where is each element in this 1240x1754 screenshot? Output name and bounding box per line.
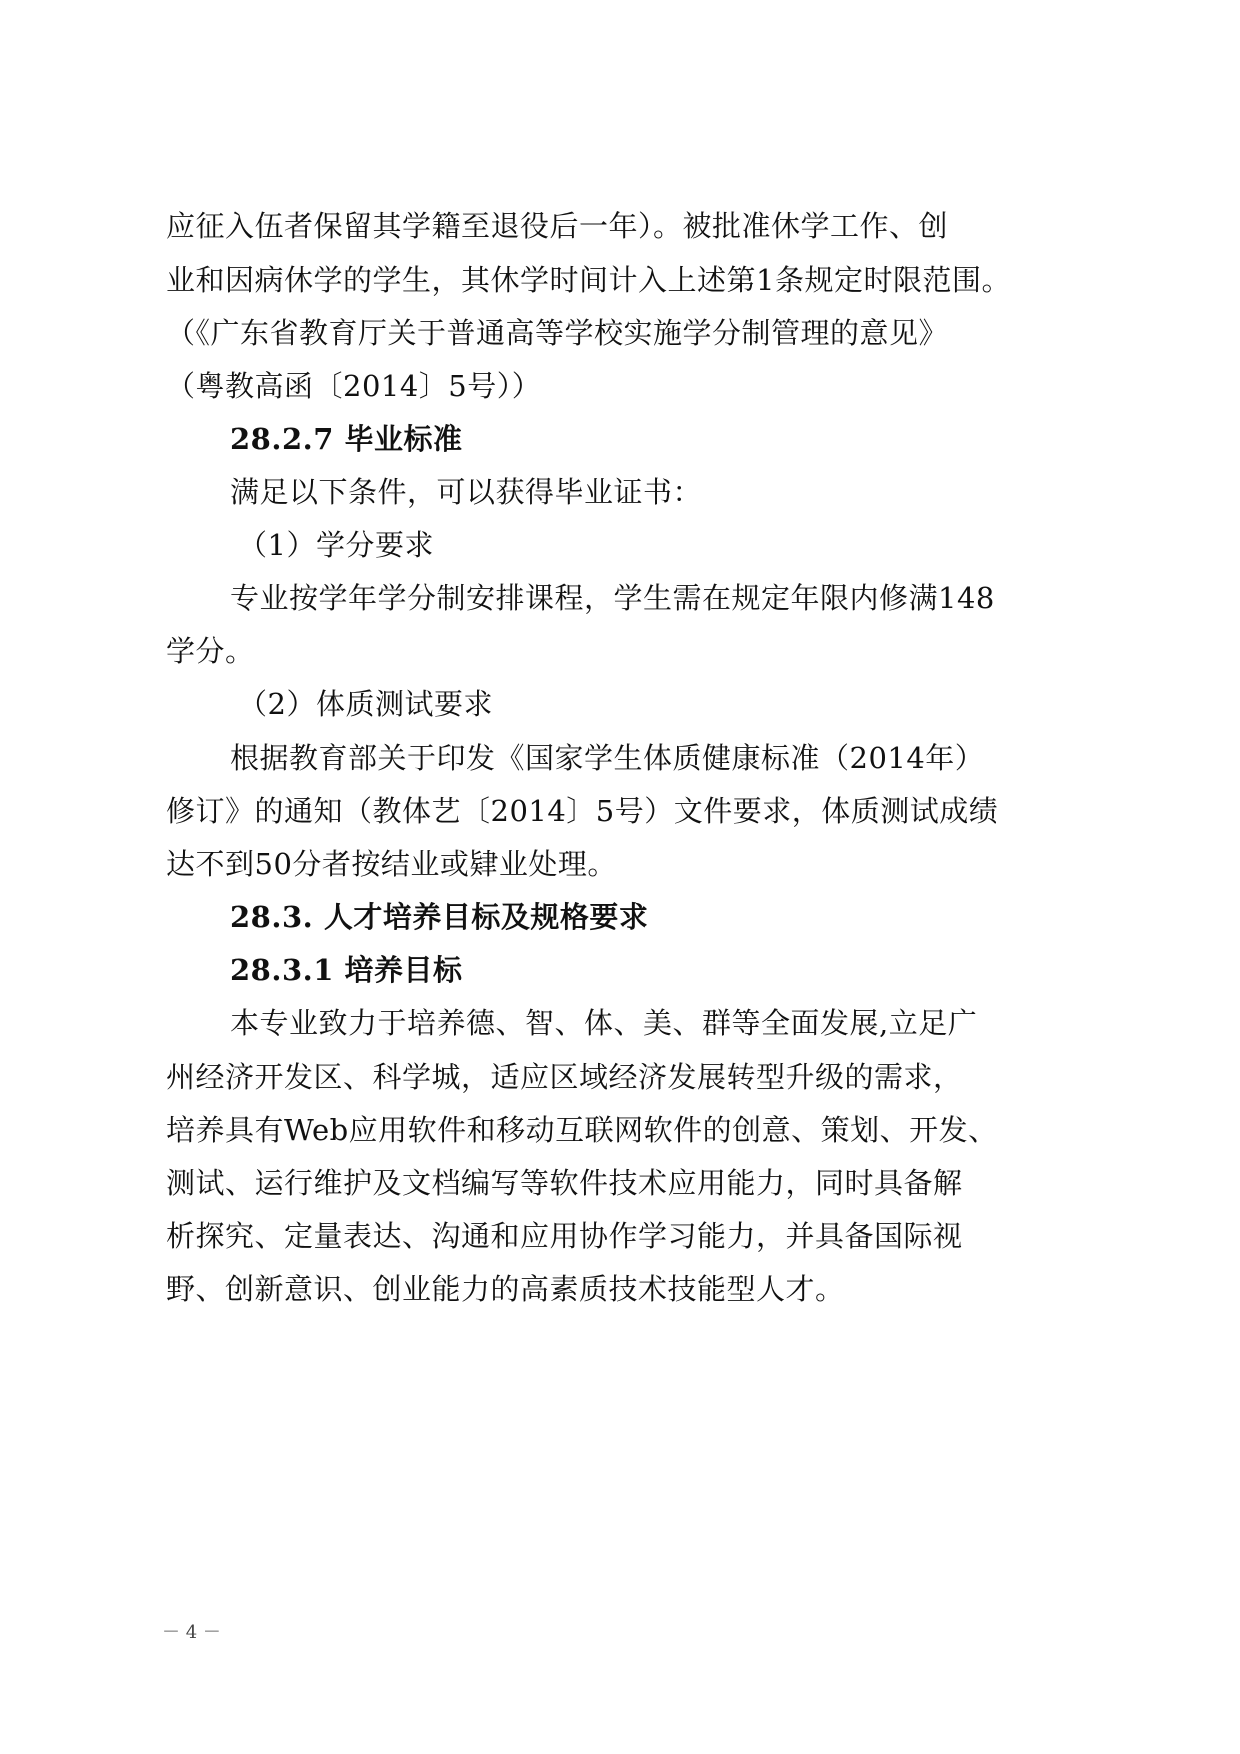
citation-line: （粤教高函〔2014〕5号）） [166, 369, 542, 403]
paragraph-line: 专业按学年学分制安排课程，学生需在规定年限内修满148 [230, 581, 995, 615]
paragraph-line: 学分。 [166, 634, 255, 668]
page-number: － 4 － [162, 1622, 221, 1643]
paragraph-line: 本专业致力于培养德、智、体、美、群等全面发展,立足广 [230, 1006, 978, 1040]
paragraph-line: 野、创新意识、创业能力的高素质技术技能型人才。 [166, 1272, 845, 1306]
paragraph-line: 析探究、定量表达、沟通和应用协作学习能力，并具备国际视 [166, 1219, 963, 1253]
paragraph-line: 应征入伍者保留其学籍至退役后一年）。被批准休学工作、创 [166, 209, 949, 243]
paragraph-line: 州经济开发区、科学城，适应区域经济发展转型升级的需求， [166, 1060, 963, 1094]
section-heading-28-3: 28.3. 人才培养目标及规格要求 [230, 900, 649, 934]
paragraph-line: 根据教育部关于印发《国家学生体质健康标准（2014年） [230, 741, 985, 775]
section-heading-28-2-7: 28.2.7 毕业标准 [230, 422, 463, 456]
paragraph-line: 培养具有Web应用软件和移动互联网软件的创意、策划、开发、 [166, 1113, 998, 1147]
paragraph-line: 达不到50分者按结业或肄业处理。 [166, 847, 617, 881]
paragraph-line: 测试、运行维护及文档编写等软件技术应用能力，同时具备解 [166, 1166, 963, 1200]
subheading-physical-test: （2）体质测试要求 [238, 687, 493, 721]
paragraph-line: 满足以下条件，可以获得毕业证书： [230, 475, 703, 509]
citation-line: （《广东省教育厅关于普通高等学校实施学分制管理的意见》 [166, 316, 949, 350]
paragraph-line: 修订》的通知（教体艺〔2014〕5号）文件要求，体质测试成绩 [166, 794, 999, 828]
section-heading-28-3-1: 28.3.1 培养目标 [230, 953, 463, 987]
subheading-credit-requirement: （1）学分要求 [238, 528, 434, 562]
paragraph-line: 业和因病休学的学生，其休学时间计入上述第1条规定时限范围。 [166, 263, 1011, 297]
